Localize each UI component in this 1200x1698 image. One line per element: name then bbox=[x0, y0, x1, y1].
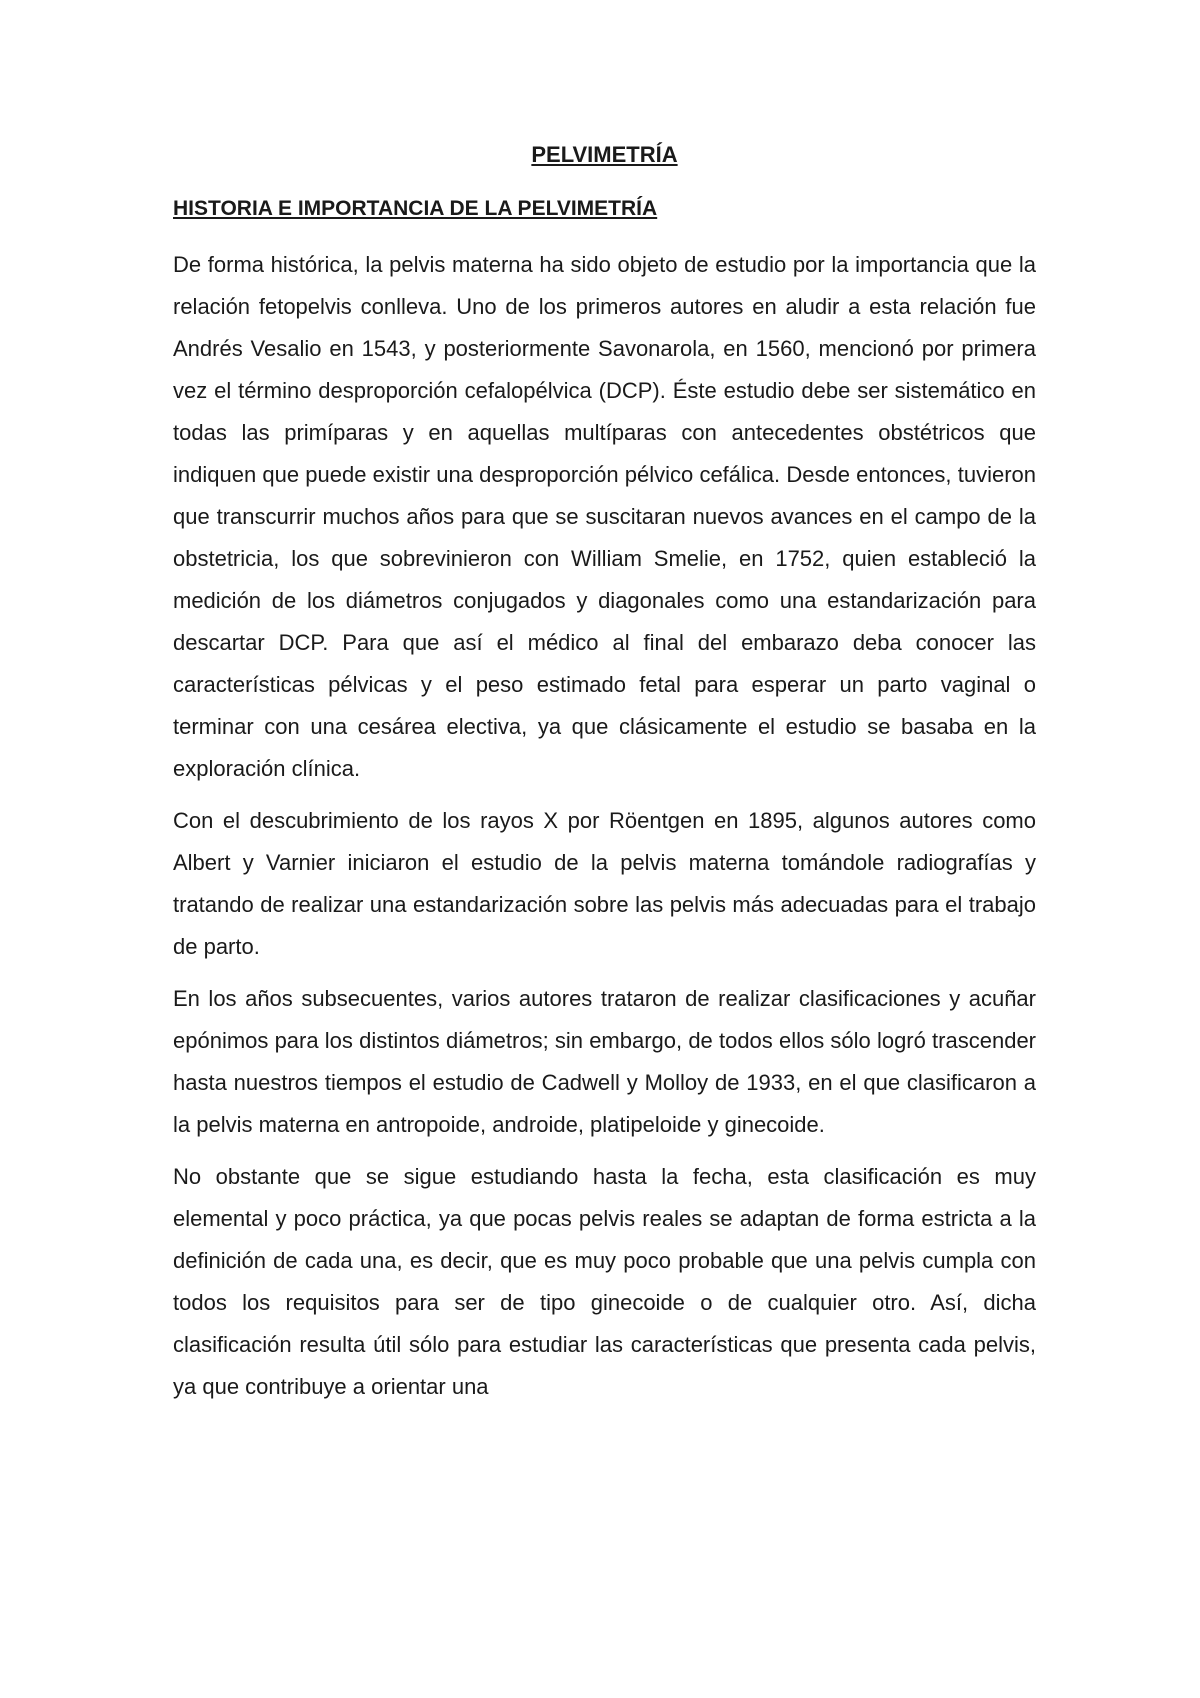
paragraph-classifications: En los años subsecuentes, varios autores trataron de realizar clasificaciones y acuñar epónimos para los distintos diámetros; sin embargo, de todos ellos sólo logró trascender hasta nuestros tiempos el estudio de Cadwell y Molloy de 1933, en el que clasificaron a la pelvis materna en antropoide, androide, platipeloide y ginecoide. bbox=[173, 986, 1036, 1137]
paragraph-xrays: Con el descubrimiento de los rayos X por Röentgen en 1895, algunos autores como Albert y Varnier iniciaron el estudio de la pelvis materna tomándole radiografías y tratando de realizar una estandarización sobre las pelvis más adecuadas para el trabajo de parto. bbox=[173, 808, 1036, 959]
document-body bbox=[173, 140, 1036, 1418]
paragraph-history: De forma histórica, la pelvis materna ha sido objeto de estudio por la importancia que la relación fetopelvis conlleva. Uno de los primeros autores en aludir a esta relación fue Andrés Vesalio en 1543, y posteriormente Savonarola, en 1560, mencionó por primera vez el término desproporción cefalopélvica (DCP). Éste estudio debe ser sistemático en todas las primíparas y en aquellas multíparas con antecedentes obstétricos que indiquen que puede existir una desproporción pélvico cefálica. Desde entonces, tuvieron que transcurrir muchos años para que se suscitaran nuevos avances en el campo de la obstetricia, los que sobrevinieron con William Smelie, en 1752, quien estableció la medición de los diámetros conjugados y diagonales como una estandarización para descartar DCP. Para que así el médico al final del embarazo deba conocer las características pélvicas y el peso estimado fetal para esperar un parto vaginal o terminar con una cesárea electiva, ya que clásicamente el estudio se basaba en la exploración clínica. bbox=[173, 252, 1036, 781]
document-title: PELVIMETRÍA bbox=[531, 142, 678, 167]
paragraph-limitations: No obstante que se sigue estudiando hasta la fecha, esta clasificación es muy elemental y poco práctica, ya que pocas pelvis reales se adaptan de forma estricta a la definición de cada una, es decir, que es muy poco probable que una pelvis cumpla con todos los requisitos para ser de tipo ginecoide o de cualquier otro. Así, dicha clasificación resulta útil sólo para estudiar las características que presenta cada pelvis, ya que contribuye a orientar una bbox=[173, 1164, 1036, 1399]
section-heading: HISTORIA E IMPORTANCIA DE LA PELVIMETRÍA bbox=[173, 197, 658, 220]
